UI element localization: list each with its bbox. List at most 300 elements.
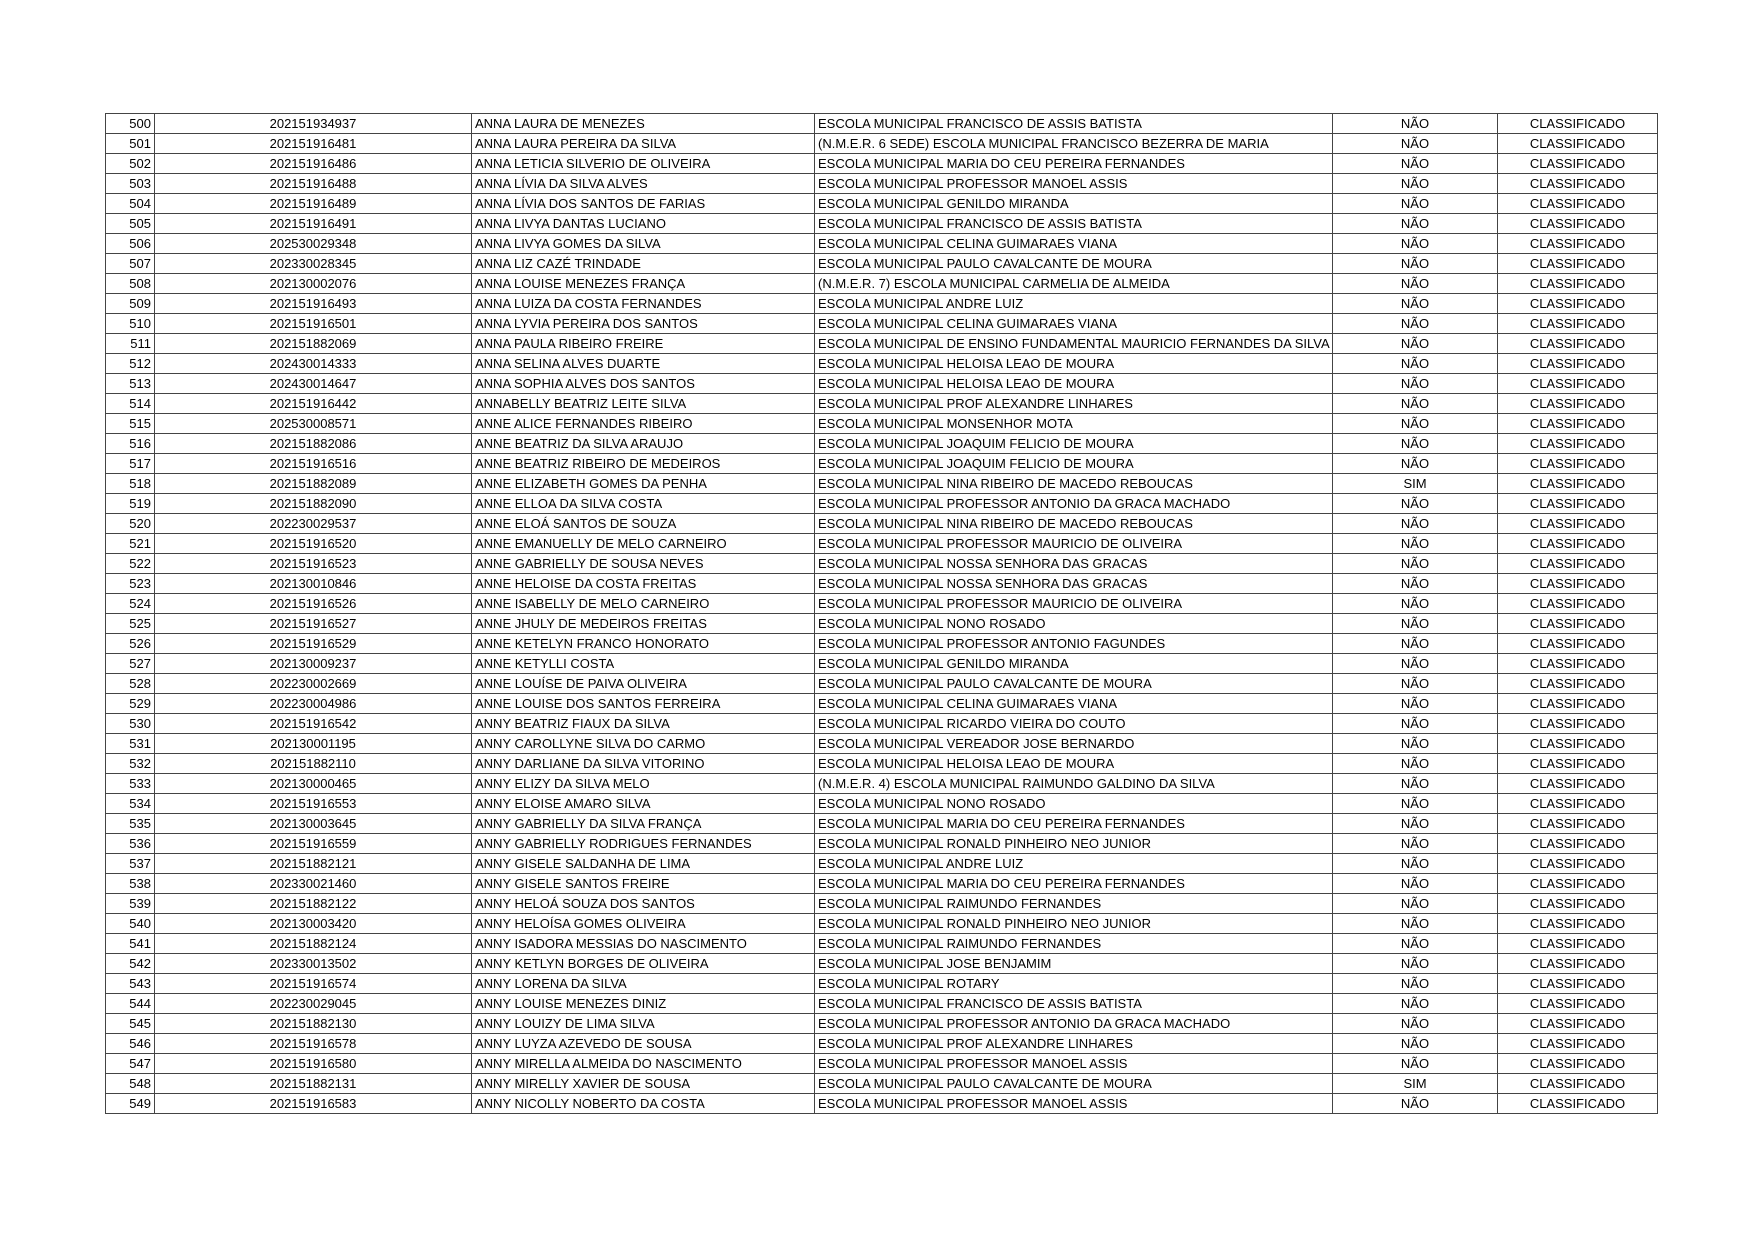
row-number-cell: 517	[106, 454, 155, 474]
row-number-cell: 504	[106, 194, 155, 214]
enrollment-code-cell: 202130003420	[155, 914, 472, 934]
enrollment-code-cell: 202151916527	[155, 614, 472, 634]
school-name-cell: ESCOLA MUNICIPAL PROFESSOR MANOEL ASSIS	[815, 174, 1333, 194]
row-number-cell: 512	[106, 354, 155, 374]
special-needs-cell: NÃO	[1333, 134, 1498, 154]
enrollment-code-cell: 202151916578	[155, 1034, 472, 1054]
student-name-cell: ANNE LOUÍSE DE PAIVA OLIVEIRA	[472, 674, 815, 694]
special-needs-cell: NÃO	[1333, 774, 1498, 794]
student-name-cell: ANNE BEATRIZ RIBEIRO DE MEDEIROS	[472, 454, 815, 474]
school-name-cell: (N.M.E.R. 7) ESCOLA MUNICIPAL CARMELIA DE ALMEIDA	[815, 274, 1333, 294]
special-needs-cell: SIM	[1333, 1074, 1498, 1094]
table-row	[106, 534, 1658, 554]
table-row	[106, 794, 1658, 814]
table-row	[106, 774, 1658, 794]
row-number-cell: 542	[106, 954, 155, 974]
school-name-cell: ESCOLA MUNICIPAL RICARDO VIEIRA DO COUTO	[815, 714, 1333, 734]
special-needs-cell: NÃO	[1333, 454, 1498, 474]
school-name-cell: ESCOLA MUNICIPAL HELOISA LEAO DE MOURA	[815, 754, 1333, 774]
status-cell: CLASSIFICADO	[1498, 254, 1658, 274]
row-number-cell: 527	[106, 654, 155, 674]
row-number-cell: 523	[106, 574, 155, 594]
student-name-cell: ANNY HELOÁ SOUZA DOS SANTOS	[472, 894, 815, 914]
enrollment-code-cell: 202151882069	[155, 334, 472, 354]
school-name-cell: (N.M.E.R. 6 SEDE) ESCOLA MUNICIPAL FRANCISCO BEZERRA DE MARIA	[815, 134, 1333, 154]
school-name-cell: ESCOLA MUNICIPAL PAULO CAVALCANTE DE MOURA	[815, 1074, 1333, 1094]
student-name-cell: ANNE ALICE FERNANDES RIBEIRO	[472, 414, 815, 434]
school-name-cell: ESCOLA MUNICIPAL RAIMUNDO FERNANDES	[815, 894, 1333, 914]
enrollment-code-cell: 202151882121	[155, 854, 472, 874]
special-needs-cell: NÃO	[1333, 334, 1498, 354]
enrollment-code-cell: 202151916520	[155, 534, 472, 554]
school-name-cell: ESCOLA MUNICIPAL MARIA DO CEU PEREIRA FERNANDES	[815, 154, 1333, 174]
school-name-cell: ESCOLA MUNICIPAL MONSENHOR MOTA	[815, 414, 1333, 434]
school-name-cell: ESCOLA MUNICIPAL PAULO CAVALCANTE DE MOURA	[815, 674, 1333, 694]
special-needs-cell: NÃO	[1333, 894, 1498, 914]
school-name-cell: ESCOLA MUNICIPAL PROF ALEXANDRE LINHARES	[815, 1034, 1333, 1054]
student-name-cell: ANNA LAURA PEREIRA DA SILVA	[472, 134, 815, 154]
table-row	[106, 254, 1658, 274]
student-name-cell: ANNA LYVIA PEREIRA DOS SANTOS	[472, 314, 815, 334]
enrollment-code-cell: 202530008571	[155, 414, 472, 434]
status-cell: CLASSIFICADO	[1498, 574, 1658, 594]
table-row	[106, 154, 1658, 174]
school-name-cell: ESCOLA MUNICIPAL PROFESSOR MANOEL ASSIS	[815, 1094, 1333, 1114]
student-name-cell: ANNA LAURA DE MENEZES	[472, 114, 815, 134]
enrollment-code-cell: 202151916559	[155, 834, 472, 854]
enrollment-code-cell: 202151916442	[155, 394, 472, 414]
special-needs-cell: NÃO	[1333, 674, 1498, 694]
status-cell: CLASSIFICADO	[1498, 614, 1658, 634]
table-row	[106, 274, 1658, 294]
enrollment-code-cell: 202151882122	[155, 894, 472, 914]
status-cell: CLASSIFICADO	[1498, 194, 1658, 214]
status-cell: CLASSIFICADO	[1498, 454, 1658, 474]
student-name-cell: ANNY MIRELLA ALMEIDA DO NASCIMENTO	[472, 1054, 815, 1074]
enrollment-code-cell: 202130001195	[155, 734, 472, 754]
table-row	[106, 354, 1658, 374]
enrollment-code-cell: 202151916580	[155, 1054, 472, 1074]
table-row	[106, 654, 1658, 674]
special-needs-cell: NÃO	[1333, 154, 1498, 174]
row-number-cell: 516	[106, 434, 155, 454]
row-number-cell: 543	[106, 974, 155, 994]
row-number-cell: 500	[106, 114, 155, 134]
school-name-cell: ESCOLA MUNICIPAL RONALD PINHEIRO NEO JUNIOR	[815, 914, 1333, 934]
student-name-cell: ANNY NICOLLY NOBERTO DA COSTA	[472, 1094, 815, 1114]
status-cell: CLASSIFICADO	[1498, 794, 1658, 814]
table-row	[106, 834, 1658, 854]
row-number-cell: 519	[106, 494, 155, 514]
student-name-cell: ANNE GABRIELLY DE SOUSA NEVES	[472, 554, 815, 574]
table-row	[106, 594, 1658, 614]
enrollment-code-cell: 202151916583	[155, 1094, 472, 1114]
status-cell: CLASSIFICADO	[1498, 554, 1658, 574]
status-cell: CLASSIFICADO	[1498, 474, 1658, 494]
school-name-cell: ESCOLA MUNICIPAL JOAQUIM FELICIO DE MOURA	[815, 434, 1333, 454]
status-cell: CLASSIFICADO	[1498, 854, 1658, 874]
school-name-cell: ESCOLA MUNICIPAL PROFESSOR ANTONIO DA GRACA MACHADO	[815, 494, 1333, 514]
enrollment-code-cell: 202151916574	[155, 974, 472, 994]
student-name-cell: ANNY GABRIELLY DA SILVA FRANÇA	[472, 814, 815, 834]
enrollment-code-cell: 202151916529	[155, 634, 472, 654]
student-name-cell: ANNY MIRELLY XAVIER DE SOUSA	[472, 1074, 815, 1094]
table-row	[106, 414, 1658, 434]
enrollment-code-cell: 202151916488	[155, 174, 472, 194]
special-needs-cell: NÃO	[1333, 214, 1498, 234]
row-number-cell: 545	[106, 1014, 155, 1034]
student-name-cell: ANNY KETLYN BORGES DE OLIVEIRA	[472, 954, 815, 974]
school-name-cell: ESCOLA MUNICIPAL ROTARY	[815, 974, 1333, 994]
enrollment-code-cell: 202230002669	[155, 674, 472, 694]
table-row	[106, 334, 1658, 354]
enrollment-code-cell: 202151916526	[155, 594, 472, 614]
school-name-cell: ESCOLA MUNICIPAL HELOISA LEAO DE MOURA	[815, 374, 1333, 394]
school-name-cell: ESCOLA MUNICIPAL JOSE BENJAMIM	[815, 954, 1333, 974]
table-row	[106, 454, 1658, 474]
row-number-cell: 509	[106, 294, 155, 314]
row-number-cell: 505	[106, 214, 155, 234]
special-needs-cell: NÃO	[1333, 714, 1498, 734]
school-name-cell: ESCOLA MUNICIPAL FRANCISCO DE ASSIS BATISTA	[815, 214, 1333, 234]
status-cell: CLASSIFICADO	[1498, 494, 1658, 514]
special-needs-cell: NÃO	[1333, 654, 1498, 674]
table-row	[106, 994, 1658, 1014]
school-name-cell: ESCOLA MUNICIPAL NONO ROSADO	[815, 614, 1333, 634]
status-cell: CLASSIFICADO	[1498, 134, 1658, 154]
special-needs-cell: NÃO	[1333, 1034, 1498, 1054]
table-row	[106, 614, 1658, 634]
special-needs-cell: NÃO	[1333, 294, 1498, 314]
table-row	[106, 194, 1658, 214]
student-name-cell: ANNA LIZ CAZÉ TRINDADE	[472, 254, 815, 274]
row-number-cell: 514	[106, 394, 155, 414]
special-needs-cell: NÃO	[1333, 534, 1498, 554]
special-needs-cell: NÃO	[1333, 234, 1498, 254]
status-cell: CLASSIFICADO	[1498, 174, 1658, 194]
row-number-cell: 530	[106, 714, 155, 734]
school-name-cell: ESCOLA MUNICIPAL CELINA GUIMARAES VIANA	[815, 314, 1333, 334]
status-cell: CLASSIFICADO	[1498, 394, 1658, 414]
enrollment-code-cell: 202151882089	[155, 474, 472, 494]
status-cell: CLASSIFICADO	[1498, 754, 1658, 774]
enrollment-code-cell: 202530029348	[155, 234, 472, 254]
status-cell: CLASSIFICADO	[1498, 274, 1658, 294]
row-number-cell: 537	[106, 854, 155, 874]
enrollment-code-cell: 202330028345	[155, 254, 472, 274]
row-number-cell: 544	[106, 994, 155, 1014]
status-cell: CLASSIFICADO	[1498, 1014, 1658, 1034]
school-name-cell: ESCOLA MUNICIPAL MARIA DO CEU PEREIRA FERNANDES	[815, 874, 1333, 894]
status-cell: CLASSIFICADO	[1498, 674, 1658, 694]
row-number-cell: 536	[106, 834, 155, 854]
student-name-cell: ANNA LETICIA SILVERIO DE OLIVEIRA	[472, 154, 815, 174]
status-cell: CLASSIFICADO	[1498, 114, 1658, 134]
status-cell: CLASSIFICADO	[1498, 154, 1658, 174]
table-row	[106, 514, 1658, 534]
status-cell: CLASSIFICADO	[1498, 714, 1658, 734]
school-name-cell: (N.M.E.R. 4) ESCOLA MUNICIPAL RAIMUNDO GALDINO DA SILVA	[815, 774, 1333, 794]
status-cell: CLASSIFICADO	[1498, 634, 1658, 654]
row-number-cell: 526	[106, 634, 155, 654]
status-cell: CLASSIFICADO	[1498, 334, 1658, 354]
student-name-cell: ANNY DARLIANE DA SILVA VITORINO	[472, 754, 815, 774]
table-row	[106, 374, 1658, 394]
table-row	[106, 574, 1658, 594]
row-number-cell: 546	[106, 1034, 155, 1054]
special-needs-cell: NÃO	[1333, 614, 1498, 634]
status-cell: CLASSIFICADO	[1498, 814, 1658, 834]
special-needs-cell: NÃO	[1333, 954, 1498, 974]
status-cell: CLASSIFICADO	[1498, 214, 1658, 234]
special-needs-cell: NÃO	[1333, 854, 1498, 874]
special-needs-cell: NÃO	[1333, 194, 1498, 214]
student-name-cell: ANNA LIVYA DANTAS LUCIANO	[472, 214, 815, 234]
row-number-cell: 506	[106, 234, 155, 254]
table-row	[106, 814, 1658, 834]
special-needs-cell: NÃO	[1333, 694, 1498, 714]
special-needs-cell: NÃO	[1333, 574, 1498, 594]
special-needs-cell: NÃO	[1333, 554, 1498, 574]
student-name-cell: ANNA SELINA ALVES DUARTE	[472, 354, 815, 374]
student-name-cell: ANNY GISELE SANTOS FREIRE	[472, 874, 815, 894]
student-name-cell: ANNE HELOISE DA COSTA FREITAS	[472, 574, 815, 594]
school-name-cell: ESCOLA MUNICIPAL HELOISA LEAO DE MOURA	[815, 354, 1333, 374]
student-name-cell: ANNE JHULY DE MEDEIROS FREITAS	[472, 614, 815, 634]
school-name-cell: ESCOLA MUNICIPAL RONALD PINHEIRO NEO JUNIOR	[815, 834, 1333, 854]
special-needs-cell: NÃO	[1333, 414, 1498, 434]
special-needs-cell: NÃO	[1333, 314, 1498, 334]
special-needs-cell: NÃO	[1333, 834, 1498, 854]
school-name-cell: ESCOLA MUNICIPAL JOAQUIM FELICIO DE MOURA	[815, 454, 1333, 474]
special-needs-cell: NÃO	[1333, 1094, 1498, 1114]
table-row	[106, 694, 1658, 714]
student-name-cell: ANNY ELOISE AMARO SILVA	[472, 794, 815, 814]
table-row	[106, 134, 1658, 154]
student-name-cell: ANNY ISADORA MESSIAS DO NASCIMENTO	[472, 934, 815, 954]
table-row	[106, 854, 1658, 874]
student-name-cell: ANNE LOUISE DOS SANTOS FERREIRA	[472, 694, 815, 714]
status-cell: CLASSIFICADO	[1498, 1054, 1658, 1074]
student-name-cell: ANNY GISELE SALDANHA DE LIMA	[472, 854, 815, 874]
enrollment-code-cell: 202130002076	[155, 274, 472, 294]
special-needs-cell: NÃO	[1333, 874, 1498, 894]
enrollment-code-cell: 202151882090	[155, 494, 472, 514]
student-name-cell: ANNY LUYZA AZEVEDO DE SOUSA	[472, 1034, 815, 1054]
student-name-cell: ANNY ELIZY DA SILVA MELO	[472, 774, 815, 794]
special-needs-cell: NÃO	[1333, 1014, 1498, 1034]
special-needs-cell: NÃO	[1333, 754, 1498, 774]
table-row	[106, 474, 1658, 494]
enrollment-code-cell: 202151882131	[155, 1074, 472, 1094]
status-cell: CLASSIFICADO	[1498, 894, 1658, 914]
row-number-cell: 503	[106, 174, 155, 194]
row-number-cell: 547	[106, 1054, 155, 1074]
table-row	[106, 1094, 1658, 1114]
special-needs-cell: NÃO	[1333, 634, 1498, 654]
enrollment-code-cell: 202151882110	[155, 754, 472, 774]
status-cell: CLASSIFICADO	[1498, 354, 1658, 374]
special-needs-cell: NÃO	[1333, 114, 1498, 134]
status-cell: CLASSIFICADO	[1498, 1034, 1658, 1054]
special-needs-cell: SIM	[1333, 474, 1498, 494]
student-name-cell: ANNA PAULA RIBEIRO FREIRE	[472, 334, 815, 354]
row-number-cell: 538	[106, 874, 155, 894]
enrollment-code-cell: 202151882130	[155, 1014, 472, 1034]
row-number-cell: 528	[106, 674, 155, 694]
row-number-cell: 534	[106, 794, 155, 814]
school-name-cell: ESCOLA MUNICIPAL PROF ALEXANDRE LINHARES	[815, 394, 1333, 414]
school-name-cell: ESCOLA MUNICIPAL PROFESSOR ANTONIO DA GRACA MACHADO	[815, 1014, 1333, 1034]
special-needs-cell: NÃO	[1333, 514, 1498, 534]
table-row	[106, 394, 1658, 414]
enrollment-code-cell: 202151916523	[155, 554, 472, 574]
status-cell: CLASSIFICADO	[1498, 874, 1658, 894]
enrollment-code-cell: 202151916489	[155, 194, 472, 214]
row-number-cell: 540	[106, 914, 155, 934]
special-needs-cell: NÃO	[1333, 434, 1498, 454]
student-name-cell: ANNABELLY BEATRIZ LEITE SILVA	[472, 394, 815, 414]
row-number-cell: 533	[106, 774, 155, 794]
table-row	[106, 214, 1658, 234]
school-name-cell: ESCOLA MUNICIPAL NINA RIBEIRO DE MACEDO REBOUCAS	[815, 474, 1333, 494]
school-name-cell: ESCOLA MUNICIPAL FRANCISCO DE ASSIS BATISTA	[815, 114, 1333, 134]
table-row	[106, 234, 1658, 254]
status-cell: CLASSIFICADO	[1498, 534, 1658, 554]
enrollment-code-cell: 202151916491	[155, 214, 472, 234]
status-cell: CLASSIFICADO	[1498, 994, 1658, 1014]
status-cell: CLASSIFICADO	[1498, 934, 1658, 954]
special-needs-cell: NÃO	[1333, 594, 1498, 614]
student-name-cell: ANNE ELOÁ SANTOS DE SOUZA	[472, 514, 815, 534]
table-row	[106, 934, 1658, 954]
special-needs-cell: NÃO	[1333, 994, 1498, 1014]
school-name-cell: ESCOLA MUNICIPAL MARIA DO CEU PEREIRA FERNANDES	[815, 814, 1333, 834]
table-row	[106, 1034, 1658, 1054]
special-needs-cell: NÃO	[1333, 274, 1498, 294]
student-name-cell: ANNE ELLOA DA SILVA COSTA	[472, 494, 815, 514]
student-name-cell: ANNE BEATRIZ DA SILVA ARAUJO	[472, 434, 815, 454]
status-cell: CLASSIFICADO	[1498, 734, 1658, 754]
row-number-cell: 508	[106, 274, 155, 294]
table-row	[106, 894, 1658, 914]
status-cell: CLASSIFICADO	[1498, 434, 1658, 454]
status-cell: CLASSIFICADO	[1498, 954, 1658, 974]
status-cell: CLASSIFICADO	[1498, 514, 1658, 534]
row-number-cell: 549	[106, 1094, 155, 1114]
table-row	[106, 1074, 1658, 1094]
school-name-cell: ESCOLA MUNICIPAL DE ENSINO FUNDAMENTAL MAURICIO FERNANDES DA SILVA	[815, 334, 1333, 354]
status-cell: CLASSIFICADO	[1498, 694, 1658, 714]
table-row	[106, 674, 1658, 694]
school-name-cell: ESCOLA MUNICIPAL NOSSA SENHORA DAS GRACAS	[815, 574, 1333, 594]
status-cell: CLASSIFICADO	[1498, 234, 1658, 254]
student-name-cell: ANNE KETELYN FRANCO HONORATO	[472, 634, 815, 654]
school-name-cell: ESCOLA MUNICIPAL NINA RIBEIRO DE MACEDO REBOUCAS	[815, 514, 1333, 534]
student-name-cell: ANNY LOUIZY DE LIMA SILVA	[472, 1014, 815, 1034]
school-name-cell: ESCOLA MUNICIPAL PROFESSOR MAURICIO DE OLIVEIRA	[815, 594, 1333, 614]
special-needs-cell: NÃO	[1333, 374, 1498, 394]
enrollment-code-cell: 202430014647	[155, 374, 472, 394]
school-name-cell: ESCOLA MUNICIPAL PROFESSOR ANTONIO FAGUNDES	[815, 634, 1333, 654]
student-name-cell: ANNY CAROLLYNE SILVA DO CARMO	[472, 734, 815, 754]
student-name-cell: ANNA LIVYA GOMES DA SILVA	[472, 234, 815, 254]
student-name-cell: ANNE KETYLLI COSTA	[472, 654, 815, 674]
row-number-cell: 513	[106, 374, 155, 394]
enrollment-code-cell: 202130010846	[155, 574, 472, 594]
status-cell: CLASSIFICADO	[1498, 974, 1658, 994]
special-needs-cell: NÃO	[1333, 974, 1498, 994]
school-name-cell: ESCOLA MUNICIPAL GENILDO MIRANDA	[815, 194, 1333, 214]
student-name-cell: ANNA LÍVIA DOS SANTOS DE FARIAS	[472, 194, 815, 214]
school-name-cell: ESCOLA MUNICIPAL ANDRE LUIZ	[815, 294, 1333, 314]
table-row	[106, 734, 1658, 754]
special-needs-cell: NÃO	[1333, 814, 1498, 834]
row-number-cell: 541	[106, 934, 155, 954]
school-name-cell: ESCOLA MUNICIPAL NONO ROSADO	[815, 794, 1333, 814]
enrollment-code-cell: 202130003645	[155, 814, 472, 834]
enrollment-code-cell: 202151916553	[155, 794, 472, 814]
special-needs-cell: NÃO	[1333, 174, 1498, 194]
row-number-cell: 539	[106, 894, 155, 914]
enrollment-code-cell: 202230029537	[155, 514, 472, 534]
enrollment-code-cell: 202230004986	[155, 694, 472, 714]
table-row	[106, 974, 1658, 994]
row-number-cell: 515	[106, 414, 155, 434]
table-row	[106, 294, 1658, 314]
student-name-cell: ANNE EMANUELLY DE MELO CARNEIRO	[472, 534, 815, 554]
student-name-cell: ANNY BEATRIZ FIAUX DA SILVA	[472, 714, 815, 734]
table-row	[106, 174, 1658, 194]
row-number-cell: 531	[106, 734, 155, 754]
enrollment-code-cell: 202151934937	[155, 114, 472, 134]
enrollment-code-cell: 202151882124	[155, 934, 472, 954]
school-name-cell: ESCOLA MUNICIPAL CELINA GUIMARAES VIANA	[815, 234, 1333, 254]
enrollment-code-cell: 202151916486	[155, 154, 472, 174]
row-number-cell: 548	[106, 1074, 155, 1094]
row-number-cell: 518	[106, 474, 155, 494]
enrollment-code-cell: 202330021460	[155, 874, 472, 894]
school-name-cell: ESCOLA MUNICIPAL PAULO CAVALCANTE DE MOURA	[815, 254, 1333, 274]
row-number-cell: 532	[106, 754, 155, 774]
row-number-cell: 502	[106, 154, 155, 174]
student-name-cell: ANNE ISABELLY DE MELO CARNEIRO	[472, 594, 815, 614]
school-name-cell: ESCOLA MUNICIPAL VEREADOR JOSE BERNARDO	[815, 734, 1333, 754]
status-cell: CLASSIFICADO	[1498, 774, 1658, 794]
row-number-cell: 520	[106, 514, 155, 534]
status-cell: CLASSIFICADO	[1498, 414, 1658, 434]
table-row	[106, 714, 1658, 734]
special-needs-cell: NÃO	[1333, 734, 1498, 754]
student-name-cell: ANNY GABRIELLY RODRIGUES FERNANDES	[472, 834, 815, 854]
enrollment-code-cell: 202151882086	[155, 434, 472, 454]
enrollment-code-cell: 202151916542	[155, 714, 472, 734]
school-name-cell: ESCOLA MUNICIPAL PROFESSOR MANOEL ASSIS	[815, 1054, 1333, 1074]
student-name-cell: ANNY HELOÍSA GOMES OLIVEIRA	[472, 914, 815, 934]
table-row	[106, 754, 1658, 774]
table-row	[106, 914, 1658, 934]
row-number-cell: 529	[106, 694, 155, 714]
school-name-cell: ESCOLA MUNICIPAL PROFESSOR MAURICIO DE OLIVEIRA	[815, 534, 1333, 554]
school-name-cell: ESCOLA MUNICIPAL GENILDO MIRANDA	[815, 654, 1333, 674]
table-row	[106, 494, 1658, 514]
enrollment-code-cell: 202151916516	[155, 454, 472, 474]
row-number-cell: 507	[106, 254, 155, 274]
row-number-cell: 525	[106, 614, 155, 634]
status-cell: CLASSIFICADO	[1498, 374, 1658, 394]
enrollment-code-cell: 202130009237	[155, 654, 472, 674]
row-number-cell: 510	[106, 314, 155, 334]
